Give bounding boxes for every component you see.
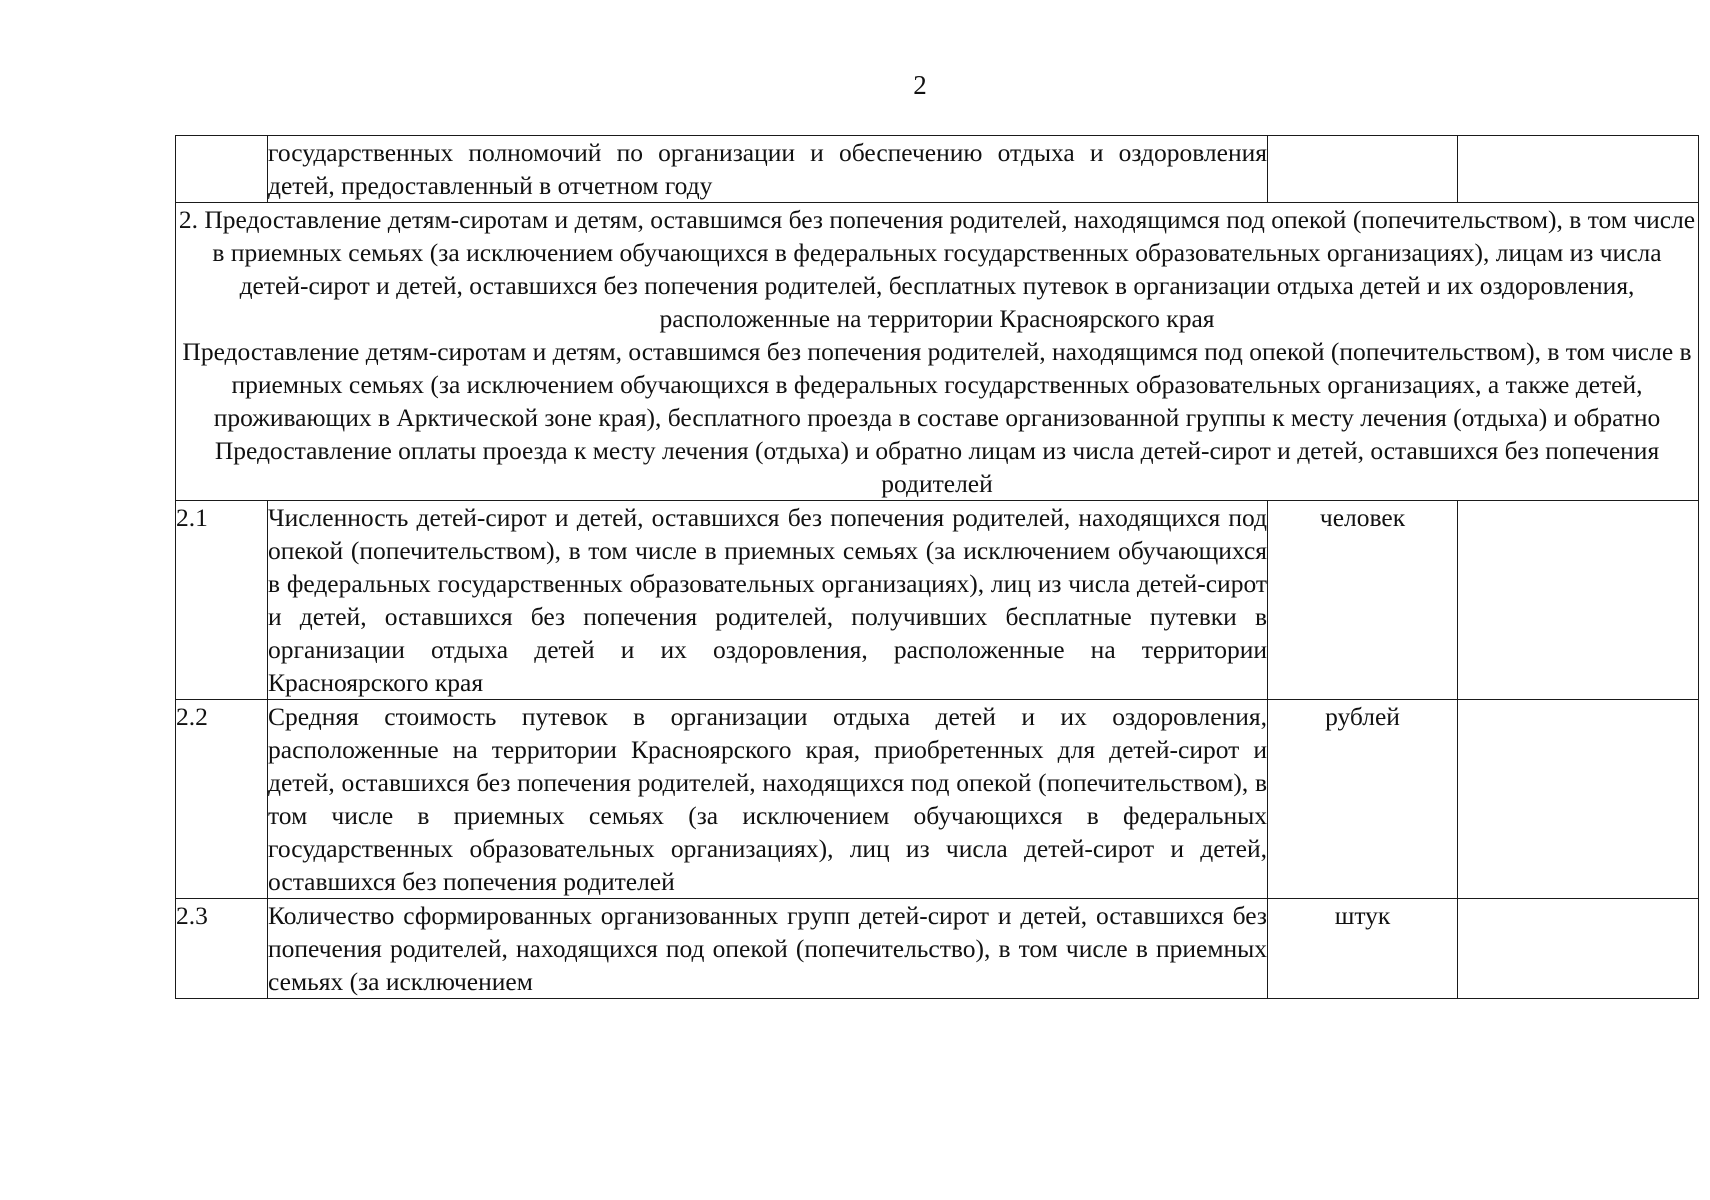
row-unit-cell: [1268, 136, 1458, 203]
page-number: 2: [913, 70, 927, 100]
table-row-continued: [176, 136, 1699, 203]
indicator-table: [175, 135, 1699, 999]
section-heading: 2. Предоставление детям-сиротам и детям, оставшимся без попечения родителей, находящимся под опекой (попечительством), в том числе в приемных семьях (за исключением обучающихся в федеральных государственных образовательных организациях), лицам из числа детей-сирот и детей, оставшихся без попечения родителей, бесплатных путевок в организации отдыха детей и их оздоровления, расположенные на территории Красноярского края: [178, 205, 1696, 333]
table-row-2-2: [176, 700, 1699, 899]
row-number-cell: 2.2: [176, 700, 268, 899]
row-number-cell: 2.3: [176, 899, 268, 999]
row-text-cell: Численность детей-сирот и детей, оставшихся без попечения родителей, находящихся под опекой (попечительством), в том числе в приемных семьях (за исключением обучающихся в федеральных государственных образовательных организациях), лиц из числа детей-сирот и детей, оставшихся без попечения родителей, получивших бесплатные путевки в организации отдыха детей и их оздоровления, расположенные на территории Красноярского края: [268, 501, 1268, 700]
section-row: [176, 203, 1699, 501]
table-row-2-1: [176, 501, 1699, 700]
row-unit-cell: рублей: [1268, 700, 1458, 899]
row-value-cell: [1458, 136, 1699, 203]
section-header-cell: [176, 203, 1699, 501]
row-unit-cell: человек: [1268, 501, 1458, 700]
row-text-cell: Средняя стоимость путевок в организации отдыха детей и их оздоровления, расположенные на территории Красноярского края, приобретенных для детей-сирот и детей, оставшихся без попечения родителей, находящихся под опекой (попечительством), в том числе в приемных семьях (за исключением обучающихся в федеральных государственных образовательных организациях), лиц из числа детей-сирот и детей, оставшихся без попечения родителей: [268, 700, 1268, 899]
row-unit-cell: штук: [1268, 899, 1458, 999]
row-value-cell: [1458, 501, 1699, 700]
row-value-cell: [1458, 700, 1699, 899]
section-subheading-1: Предоставление детям-сиротам и детям, оставшимся без попечения родителей, находящимся под опекой (попечительством), в том числе в приемных семьях (за исключением обучающихся в федеральных государственных образовательных организациях, а также детей, проживающих в Арктической зоне края), бесплатного проезда в составе организованной группы к месту лечения (отдыха) и обратно: [182, 337, 1692, 432]
table-row-2-3: [176, 899, 1699, 999]
row-text-cell: Количество сформированных организованных групп детей-сирот и детей, оставшихся без попечения родителей, находящихся под опекой (попечительство), в том числе в приемных семьях (за исключением: [268, 899, 1268, 999]
section-subheading-2: Предоставление оплаты проезда к месту лечения (отдыха) и обратно лицам из числа детей-сирот и детей, оставшихся без попечения родителей: [214, 436, 1660, 498]
row-number-cell: 2.1: [176, 501, 268, 700]
row-value-cell: [1458, 899, 1699, 999]
row-number-cell: [176, 136, 268, 203]
row-text-cell: государственных полномочий по организации и обеспечению отдыха и оздоровления детей, предоставленный в отчетном году: [268, 136, 1268, 203]
